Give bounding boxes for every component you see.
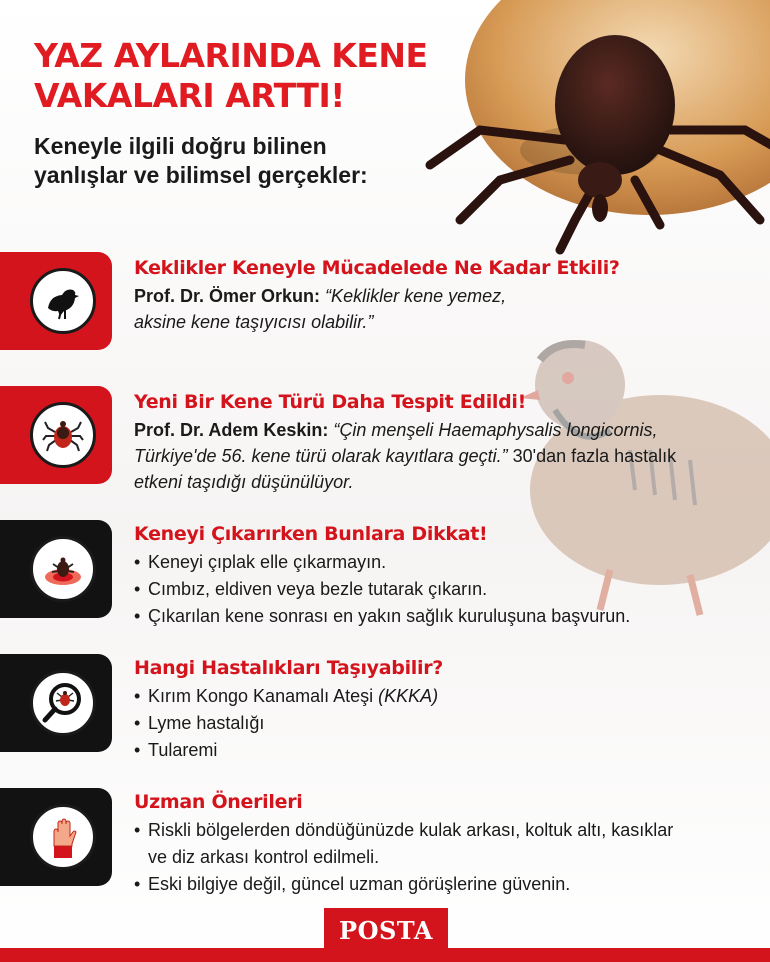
subtitle-line-2: yanlışlar ve bilimsel gerçekler: [34,162,368,188]
expert-quote: “Keklikler kene yemez, aksine kene taşıyıcısı olabilir.” [134,286,507,332]
expert-name: Prof. Dr. Adem Keskin: [134,420,329,440]
list-item: • Lyme hastalığı [134,710,754,737]
magnifier-tick-icon [30,670,96,736]
advice-list [134,817,694,898]
list-item: • Kırım Kongo Kanamalı Ateşi (KKKA) [134,683,754,710]
list-item: • Cımbız, eldiven veya bezle tutarak çıkarın. [134,576,754,603]
section-heading: Keklikler Keneyle Mücadelede Ne Kadar Etkili? [134,257,620,279]
tips-list [134,549,754,630]
disease-list [134,683,754,764]
partridge-icon [30,268,96,334]
abbreviation: (KKKA) [378,686,439,706]
title-line-1: YAZ AYLARINDA KENE [34,36,428,75]
list-item: • Eski bilgiye değil, güncel uzman görüşlerine güvenin. [134,871,694,898]
note-text-2: etkeni taşıdığı düşünülüyor. [134,472,354,492]
posta-logo: POSTA [324,908,448,952]
expert-quote: “Çin menşeli Haemaphysalis longicornis, Türkiye'de 56. kene türü olarak kayıtlara geçti.” [134,420,658,466]
raised-hand-icon [30,804,96,870]
page-title [34,36,494,116]
section-heading: Keneyi Çıkarırken Bunlara Dikkat! [134,523,488,545]
list-item: • Tularemi [134,737,754,764]
subtitle-line-1: Keneyle ilgili doğru bilinen [34,133,327,159]
expert-name: Prof. Dr. Ömer Orkun: [134,286,321,306]
tick-icon [30,402,96,468]
page-subtitle [34,132,454,190]
list-item: • Çıkarılan kene sonrası en yakın sağlık kuruluşuna başvurun. [134,603,754,630]
note-text: 30'dan fazla hastalık [507,446,677,466]
section-heading: Uzman Önerileri [134,791,303,813]
tick-on-skin-icon [30,536,96,602]
list-item: • Riskli bölgelerden döndüğünüzde kulak arkası, koltuk altı, kasıklar ve diz arkası kontrol edilmeli. [134,817,694,871]
section-heading: Hangi Hastalıkları Taşıyabilir? [134,657,443,679]
title-line-2: VAKALARI ARTTI! [34,76,345,115]
section-heading: Yeni Bir Kene Türü Daha Tespit Edildi! [134,391,527,413]
list-item: • Keneyi çıplak elle çıkarmayın. [134,549,754,576]
